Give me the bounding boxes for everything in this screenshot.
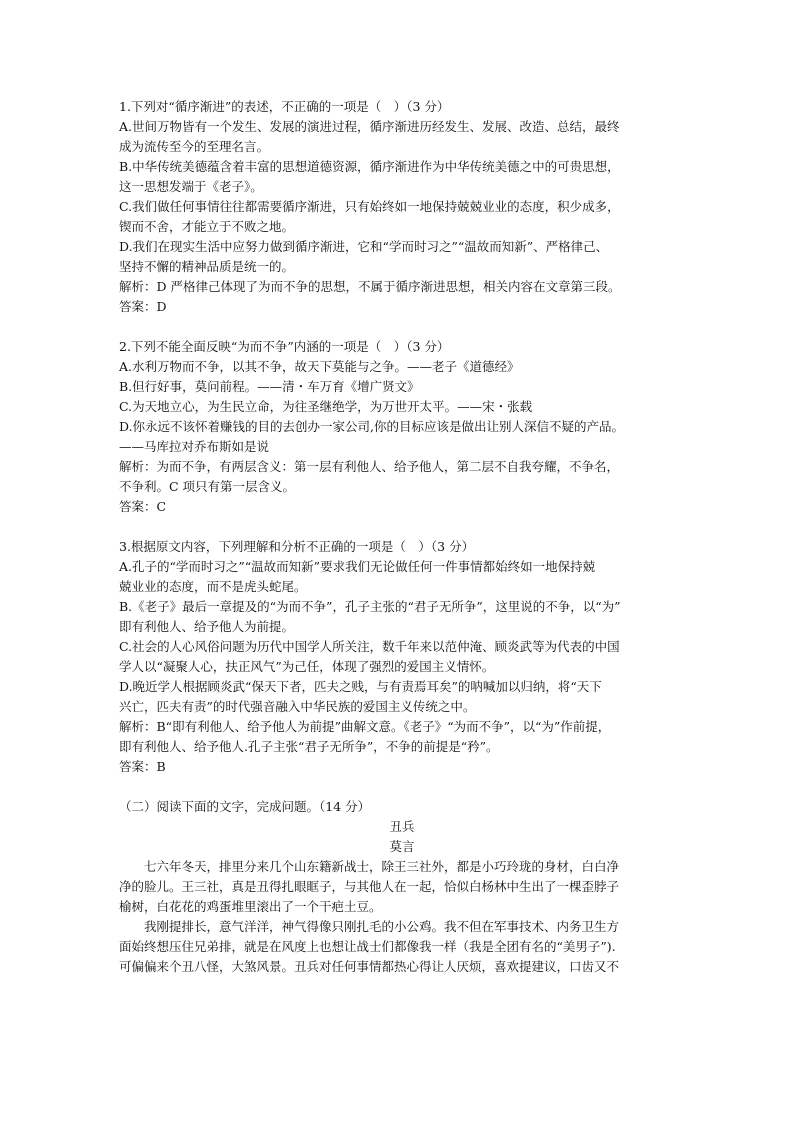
paragraph-line: 榆树，白花花的鸡蛋堆里滚出了一个干疤土豆。 xyxy=(119,899,382,914)
document-page xyxy=(119,97,685,977)
option-line: C.为天地立心，为生民立命，为往圣继绝学，为万世开太平。——宋・张载 xyxy=(119,399,533,414)
option-line: 兢业业的态度，而不是虎头蛇尾。 xyxy=(119,579,307,594)
option-line: 锲而不舍，才能立于不败之地。 xyxy=(119,219,295,234)
option-line: D.我们在现实生活中应努力做到循序渐进，它和“学而时习之”“温故而知新”、严格律己、 xyxy=(119,239,609,254)
option-line: 坚持不懈的精神品质是统一的。 xyxy=(119,259,295,274)
answer-line: 答案：D xyxy=(119,299,167,314)
story-title: 丑兵 xyxy=(389,819,415,834)
question-stem: 1.下列对“循序渐进”的表述，不正确的一项是（ ）（3 分） xyxy=(119,99,450,114)
paragraph-line: 我刚提排长，意气洋洋，神气得像只刚扎毛的小公鸡。我不但在军事技术、内务卫生方 xyxy=(144,919,620,934)
analysis-line: 解析：为而不争，有两层含义：第一层有利他人、给予他人，第二层不自我夸耀，不争名， xyxy=(119,459,620,474)
paragraph-line: 净的脸儿。王三社，真是丑得扎眼眶子，与其他人在一起，恰似白杨林中生出了一棵歪脖子 xyxy=(119,879,620,894)
story-author: 莫言 xyxy=(389,839,415,854)
option-line: A.世间万物皆有一个发生、发展的演进过程，循序渐进历经发生、发展、改造、总结，最终 xyxy=(119,119,620,134)
analysis-line: 解析：D 严格律己体现了为而不争的思想，不属于循序渐进思想，相关内容在文章第三段。 xyxy=(119,279,621,294)
question-1 xyxy=(119,97,685,317)
reading-section xyxy=(119,797,685,977)
option-line: ——马库拉对乔布斯如是说 xyxy=(119,439,270,454)
paragraph-line: 七六年冬天，排里分来几个山东籍新战士，除王三社外，都是小巧玲珑的身材，白白净 xyxy=(144,859,620,874)
option-line: D.你永远不该怀着赚钱的目的去创办一家公司,你的目标应该是做出让别人深信不疑的产品。 xyxy=(119,419,625,434)
question-stem: 2.下列不能全面反映“为而不争”内涵的一项是（ ）（3 分） xyxy=(119,339,450,354)
analysis-line: 不争利。C 项只有第一层含义。 xyxy=(119,479,296,494)
option-line: 学人以“凝聚人心，扶正风气”为己任，体现了强烈的爱国主义情怀。 xyxy=(119,659,495,674)
option-line: 这一思想发端于《老子》。 xyxy=(119,179,263,194)
section-intro: （二）阅读下面的文字，完成问题。（14 分） xyxy=(119,799,371,814)
answer-line: 答案：C xyxy=(119,499,167,514)
option-line: 即有利他人、给予他人为前提。 xyxy=(119,619,295,634)
option-line: 兴亡，匹夫有责”的时代强音融入中华民族的爱国主义传统之中。 xyxy=(119,699,476,714)
question-2 xyxy=(119,337,685,517)
option-line: A.水利万物而不争，以其不争，故天下莫能与之争。——老子《道德经》 xyxy=(119,359,520,374)
question-stem: 3.根据原文内容，下列理解和分析不正确的一项是（ ）（3 分） xyxy=(119,539,475,554)
option-line: B.《老子》最后一章提及的“为而不争”，孔子主张的“君子无所争”，这里说的不争，以“为” xyxy=(119,599,621,614)
question-3 xyxy=(119,537,685,777)
option-line: C.社会的人心风俗问题为历代中国学人所关注，数千年来以范仲淹、顾炎武等为代表的中国 xyxy=(119,639,620,654)
option-line: A.孔子的“学而时习之”“温故而知新”要求我们无论做任何一件事情都始终如一地保持兢 xyxy=(119,559,596,574)
option-line: 成为流传至今的至理名言。 xyxy=(119,139,270,154)
option-line: B.中华传统美德蕴含着丰富的思想道德资源，循序渐进作为中华传统美德之中的可贵思想， xyxy=(119,159,620,174)
analysis-line: 即有利他人、给予他人.孔子主张“君子无所争”，不争的前提是“矜”。 xyxy=(119,739,499,754)
paragraph-line: 面始终想压住兄弟排，就是在风度上也想让战士们都像我一样（我是全团有名的“美男子”). xyxy=(119,939,616,954)
analysis-line: 解析：B“即有利他人、给予他人为前提”曲解文意。《老子》“为而不争”，以“为”作前提， xyxy=(119,719,611,734)
option-line: C.我们做任何事情往往都需要循序渐进，只有始终如一地保持兢兢业业的态度，积少成多， xyxy=(119,199,620,214)
option-line: B.但行好事，莫问前程。——清・车万育《增广贤文》 xyxy=(119,379,420,394)
option-line: D.晚近学人根据顾炎武“保天下者，匹夫之贱，与有责焉耳矣”的呐喊加以归纳，将“天下 xyxy=(119,679,602,694)
paragraph-line: 可偏偏来个丑八怪，大煞风景。丑兵对任何事情都热心得让人厌烦，喜欢提建议，口齿又不 xyxy=(119,959,620,974)
answer-line: 答案：B xyxy=(119,759,166,774)
